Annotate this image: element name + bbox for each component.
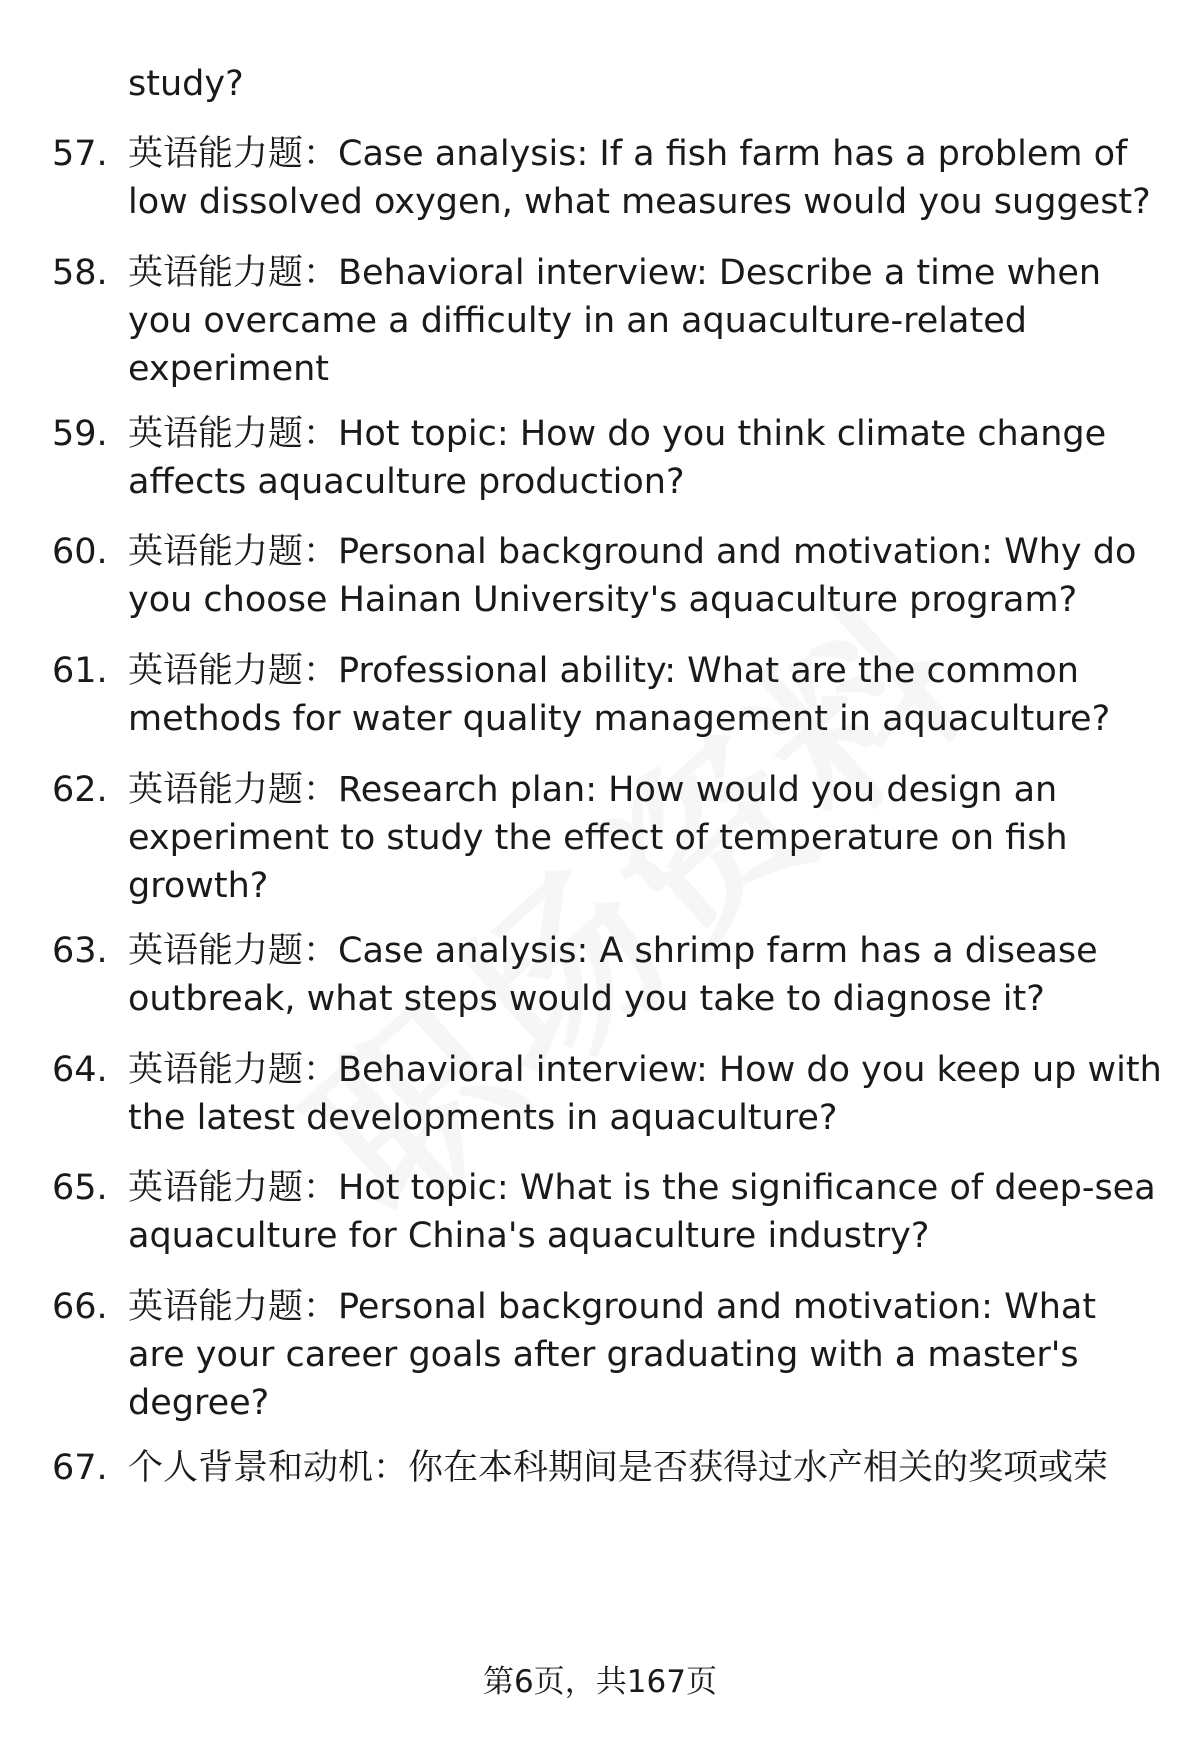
item-line: 个人背景和动机：你在本科期间是否获得过水产相关的奖项或荣	[128, 1448, 1109, 1488]
item-line: growth?	[128, 866, 269, 906]
item-number: 66.	[52, 1287, 108, 1327]
item-line: affects aquaculture production?	[128, 462, 685, 502]
item-number: 63.	[52, 931, 108, 971]
item-number: 58.	[52, 253, 108, 293]
item-line: you choose Hainan University's aquaculture program?	[128, 580, 1078, 620]
item-text	[128, 528, 1168, 624]
item-line: 英语能力题：Hot topic: How do you think climate change	[128, 414, 1107, 454]
item-number: 64.	[52, 1050, 108, 1090]
item-number: 67.	[52, 1448, 108, 1488]
item-text	[128, 249, 1168, 393]
item-number: 60.	[52, 532, 108, 572]
item-text	[128, 410, 1168, 506]
item-line: 英语能力题：Behavioral interview: How do you keep up with	[128, 1050, 1162, 1090]
item-line: 英语能力题：Personal background and motivation: Why do	[128, 532, 1137, 572]
item-text	[128, 927, 1168, 1023]
item-line: outbreak, what steps would you take to diagnose it?	[128, 979, 1045, 1019]
item-number: 57.	[52, 134, 108, 174]
item-line: 英语能力题：Personal background and motivation: What	[128, 1287, 1097, 1327]
item-line: you overcame a difficulty in an aquaculture-related	[128, 301, 1027, 341]
item-line: experiment to study the effect of temperature on fish	[128, 818, 1068, 858]
item-number: 65.	[52, 1168, 108, 1208]
item-line: experiment	[128, 349, 330, 389]
item-line: 英语能力题：Behavioral interview: Describe a time when	[128, 253, 1102, 293]
item-line: 英语能力题：Case analysis: A shrimp farm has a disease	[128, 931, 1098, 971]
item-text	[128, 130, 1168, 226]
item-line: are your career goals after graduating with a master's	[128, 1335, 1079, 1375]
item-line: low dissolved oxygen, what measures would you suggest?	[128, 182, 1151, 222]
item-number: 62.	[52, 770, 108, 810]
item-line: the latest developments in aquaculture?	[128, 1098, 838, 1138]
item-line: methods for water quality management in aquaculture?	[128, 699, 1111, 739]
item-line: 英语能力题：Research plan: How would you design an	[128, 770, 1058, 810]
item-text	[128, 1444, 1168, 1492]
item-text	[128, 1164, 1168, 1260]
item-text	[128, 647, 1168, 743]
item-line: 英语能力题：Professional ability: What are the common	[128, 651, 1079, 691]
item-line: 英语能力题：Hot topic: What is the significance of deep-sea	[128, 1168, 1156, 1208]
item-line: 英语能力题：Case analysis: If a fish farm has a problem of	[128, 134, 1128, 174]
page-number-footer: 第6页，共167页	[483, 1664, 717, 1700]
item-line: aquaculture for China's aquaculture industry?	[128, 1216, 930, 1256]
item-line: degree?	[128, 1383, 270, 1423]
continuation-line: study?	[128, 64, 244, 104]
item-text	[128, 766, 1168, 910]
item-number: 61.	[52, 651, 108, 691]
item-text	[128, 1283, 1168, 1427]
item-number: 59.	[52, 414, 108, 454]
item-text	[128, 1046, 1168, 1142]
